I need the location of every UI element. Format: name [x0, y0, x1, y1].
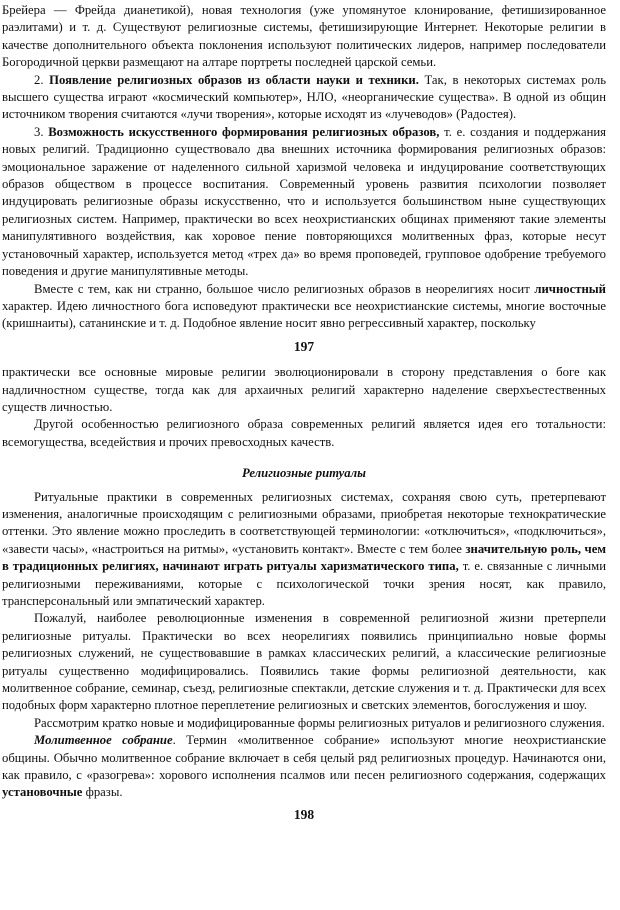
bold-term: установочные — [2, 785, 83, 800]
bold-phrase: значительную роль, чем в традиционных религиях, начинают играть ритуалы харизматического типа, — [2, 541, 606, 574]
bold-heading: Возможность искусственного формирования религиозных образов, — [48, 124, 440, 139]
paragraph-text: т. е. создания и поддержания новых религий. Традиционно существовало два внешних источника формирования религиозных образов: эмоциональное заражение от наделенного сильной харизмой человека и индуцирование соответствующих образов обществом в процессе воспитания. Современный уровень развития психологии позволяет индуцировать религиозные образы искусственно, что и используется большинством ныне существующих религиозных систем. Например, практически во всех неохристианских общинах применяют такие элементы манипулятивного воздействия, как хоровое пение повторяющихся молитвенных фраз, которые несут установочный характер, используется метод «трех да» во время проповедей, групповое одобрение требуемого поведения и другие манипулятивные методы. — [2, 124, 606, 279]
bold-italic-term — [34, 733, 173, 747]
paragraph — [2, 732, 606, 802]
bold-heading: Появление религиозных образов из области науки и техники. — [49, 72, 419, 87]
page-number: 198 — [293, 806, 315, 822]
paragraph: практически все основные мировые религии эволюционировали в сторону представления о боге как надличностном существе, тогда как для архаичных религий характерно наделение сверхъестественных существ личностью. — [2, 365, 606, 414]
paragraph — [2, 281, 606, 333]
paragraph-text: характер. Идею личностного бога исповедуют практически все неохристианские системы, многие восточные (кришнаиты), сатанинские и т. д. Подобное явление носит явно регрессивный характер, поскольку — [2, 298, 606, 331]
paragraph-text: Ритуальные практики в современных религиозных системах, сохраняя свою суть, претерпевают изменения, аналогичные происходящим с религиозными образами, приобретая некоторые технократические оттенки. Это явление можно проследить в соответствующей терминологии: «отключиться», «подключиться», «завести часы», «настроиться на ритмы», «установить контакт». Вместе с тем более — [2, 489, 606, 556]
paragraph-text: Вместе с тем, как ни странно, большое число религиозных образов в неорелигиях носит — [34, 281, 535, 296]
item-number: 3. — [34, 124, 49, 139]
paragraph-item-2 — [2, 72, 606, 124]
paragraph-item-3 — [2, 124, 606, 281]
paragraph-text: Так, в некоторых системах роль высшего существа играют «космический компьютер», НЛО, «неорганические существа». В одной из общин источником творения считаются «лучи творения», которые исходят из «лучеводов» (Радостея). — [2, 72, 606, 122]
term-text: Молитвенное собрание — [34, 733, 173, 748]
paragraph: Пожалуй, наиболее революционные изменения в современной религиозной жизни претерпели религиозные ритуалы. Практически во всех неорелигиях появились принципиально новые формы религиозных служений, не существовавшие в рамках классических религий, а классические религиозные ритуалы существенно модифицировались. Появились такие формы религиозной деятельности, как молитвенное собрание, семинар, съезд, религиозные спектакли, детские служения и т. д. Практически для всех подобных форм характерно плотное переплетение религиозных и светских элементов, богослужения и шоу. — [2, 611, 606, 713]
paragraph: Другой особенностью религиозного образа современных религий является идея его тотальности: всемогущества, вседействия и прочих превосходных качеств. — [2, 417, 606, 449]
bold-term: личностный — [534, 281, 606, 296]
paragraph: Рассмотрим кратко новые и модифицированные формы религиозных ритуалов и религиозного служения. — [34, 715, 605, 730]
paragraph — [2, 489, 606, 611]
term-period: . — [172, 733, 176, 748]
paragraph-text: Термин «молитвенное собрание» используют многие неохристианские общины. Обычно молитвенное собрание включает в себя целый ряд религиозных процедур. Начинаются они, как правило, с «разогрева»: хорового исполнения псалмов или песен религиозного содержания, содержащих — [2, 733, 607, 783]
paragraph-text: фразы. — [82, 785, 123, 800]
paragraph-text: т. е. связанные с личными религиозными переживаниями, которые с психологической точки зрения носят, как правило, трансперсональный или эмпатический характер. — [2, 559, 606, 608]
item-number: 2. — [34, 72, 50, 87]
page-number: 197 — [293, 338, 315, 354]
section-title: Религиозные ритуалы — [242, 466, 366, 481]
paragraph: Брейера — Фрейда дианетикой), новая технология (уже упомянутое клонирование, фетишизированное раэлитами) и т. д. Существуют религиозные системы, фетишизирующие Интернет. Некоторые религии в качестве дополнительного объекта поклонения используют политических лидеров, например последователи Богородичной церкви размещают на алтаре портреты последней царской семьи. — [2, 3, 606, 70]
